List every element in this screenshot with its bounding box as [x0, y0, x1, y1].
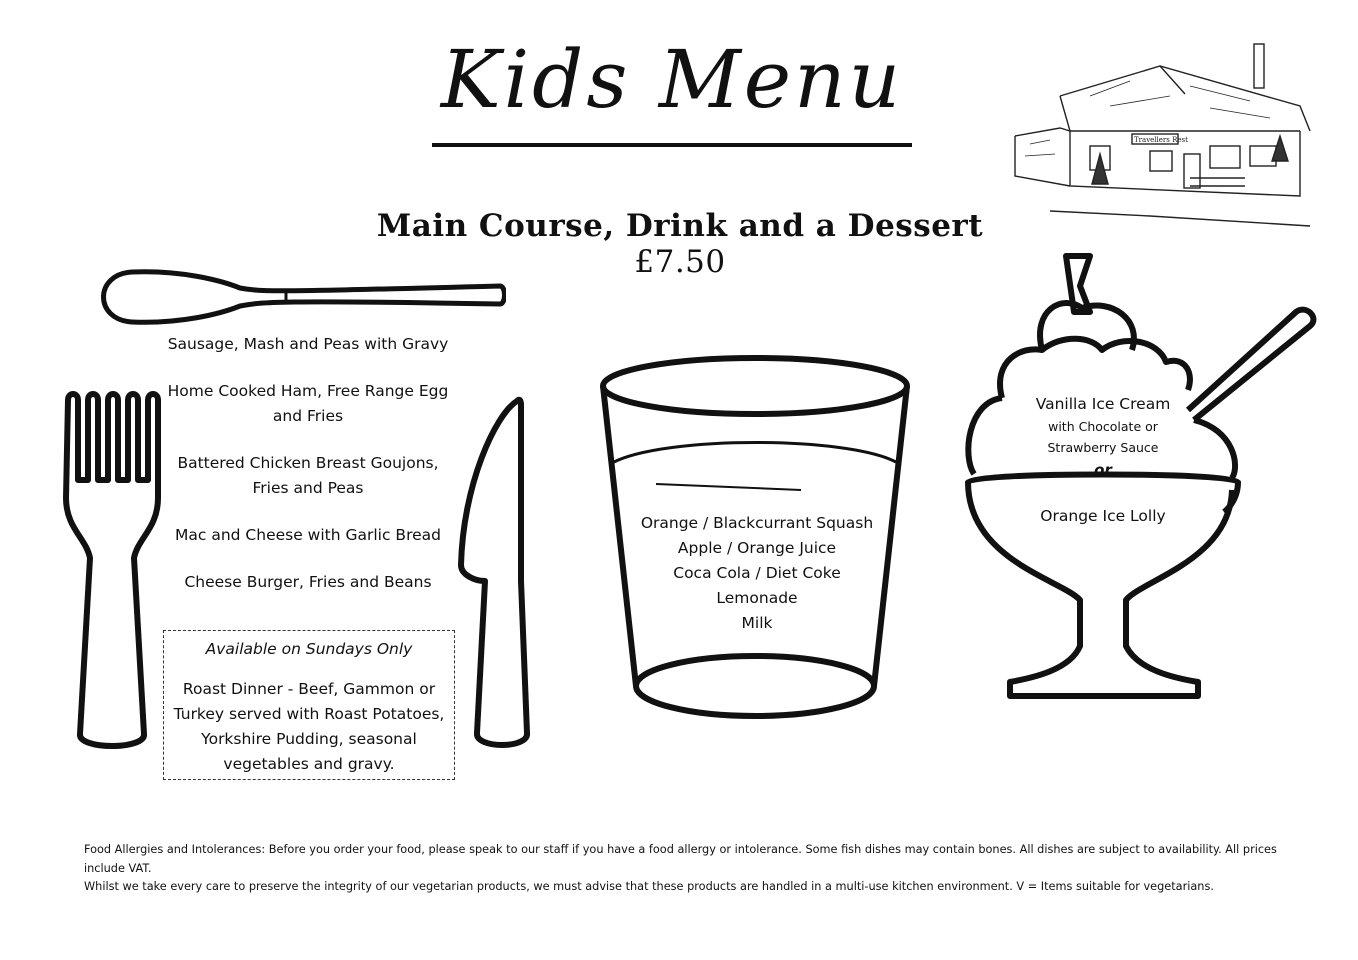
sunday-roast-text: Roast Dinner - Beef, Gammon or Turkey served with Roast Potatoes, Yorkshire Pudding, seasonal vegetables and gravy.	[173, 680, 445, 773]
fork-icon	[58, 388, 166, 752]
drink-item: Lemonade	[716, 589, 798, 607]
sunday-special-box	[163, 630, 455, 780]
allergy-line-1: Food Allergies and Intolerances: Before you order your food, please speak to our staff if you have a food allergy or intolerance. Some fish dishes may contain bones. All dishes are subject to availability. All prices include VAT.	[84, 843, 1277, 875]
main-item: Home Cooked Ham, Free Range Egg and Fries	[167, 382, 449, 425]
sunday-heading: Available on Sundays Only	[205, 640, 413, 658]
drink-item: Coca Cola / Diet Coke	[673, 564, 841, 582]
dessert-or: or	[1094, 461, 1112, 479]
dessert-list	[1005, 392, 1201, 482]
allergy-line-2: Whilst we take every care to preserve the integrity of our vegetarian products, we must advise that these products are handled in a multi-use kitchen environment. V = Items suitable for vegetarians.	[84, 880, 1214, 893]
pub-sign: Travellers Rest	[1134, 136, 1188, 144]
menu-title: Kids Menu	[440, 33, 904, 126]
title-underline	[432, 143, 912, 147]
drinks-list	[612, 511, 902, 636]
dessert-item-1: Vanilla Ice Cream	[1035, 395, 1171, 413]
main-courses-list	[160, 332, 456, 617]
main-item: Sausage, Mash and Peas with Gravy	[167, 335, 449, 353]
main-item: Cheese Burger, Fries and Beans	[184, 573, 432, 591]
subtitle-text: Main Course, Drink and a Dessert	[376, 208, 984, 244]
drink-item: Apple / Orange Juice	[677, 539, 837, 557]
dessert-item-1-detail: Strawberry Sauce	[1047, 440, 1159, 455]
spoon-icon	[100, 268, 506, 326]
drink-item: Milk	[741, 614, 773, 632]
main-item: Mac and Cheese with Garlic Bread	[175, 526, 441, 544]
dessert-item-1-detail: with Chocolate or	[1048, 419, 1158, 434]
menu-price: £7.50	[634, 244, 726, 280]
dessert-item-2: Orange Ice Lolly	[1040, 507, 1166, 525]
allergy-notice	[84, 841, 1284, 897]
drink-item: Orange / Blackcurrant Squash	[640, 514, 874, 532]
pub-building-sketch	[1010, 36, 1320, 236]
main-item: Battered Chicken Breast Goujons, Fries and Peas	[177, 454, 439, 497]
knife-icon	[455, 395, 537, 751]
